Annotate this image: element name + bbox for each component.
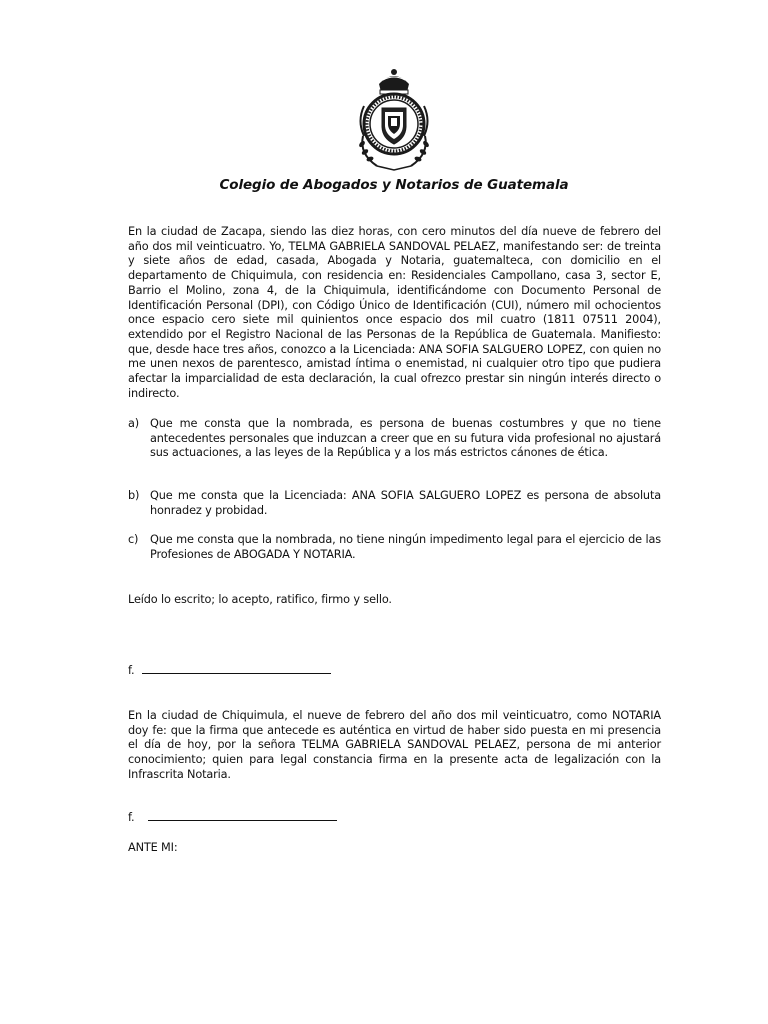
list-item (128, 417, 661, 461)
crown-icon (379, 69, 409, 94)
list-item-text: Que me consta que la nombrada, es persona de buenas costumbres y que no tiene antecedentes personales que induzcan a creer que en su futura vida profesional no ajustará sus actuaciones, a las leyes de la República y a los más estrictos cánones de ética. (150, 417, 661, 460)
list-item-label: c) (128, 533, 139, 546)
signature-underline (142, 663, 331, 674)
ante-mi-label: ANTE MI: (128, 841, 178, 854)
legalization-paragraph: En la ciudad de Chiquimula, el nueve de febrero del año dos mil veinticuatro, como NOTARIA doy fe: que la firma que antecede es auténtica en virtud de haber sido puesta en mi presencia el día de hoy, por la señora TELMA GABRIELA SANDOVAL PELAEZ, persona de mi anterior conocimiento; quien para legal constancia firma en la presente acta de legalización con la Infrascrita Notaria. (128, 709, 661, 781)
document-title: Colegio de Abogados y Notarios de Guatemala (219, 177, 569, 193)
colegio-seal-emblem (349, 66, 439, 176)
list-item-label: b) (128, 489, 140, 502)
signature-prefix: f. (128, 811, 135, 824)
signature-line-2 (128, 810, 661, 826)
declaration-paragraph: En la ciudad de Zacapa, siendo las diez horas, con cero minutos del día nueve de febrero del año dos mil veinticuatro. Yo, TELMA GABRIELA SANDOVAL PELAEZ, manifestando ser: de treinta y siete años de edad, casada, Abogada y Notaria, guatemalteca, con domicilio en el departamento de Chiquimula, con residencia en: Residenciales Campollano, casa 3, sector E, Barrio el Molino, zona 4, de la Chiquimula, identificándome con Documento Personal de Identificación Personal (DPI), con Código Único de Identificación (CUI), número mil ochocientos once espacio cero siete mil quinientos once espacio dos mil cuatro (1811 07511 2004), extendido por el Registro Nacional de las Personas de la República de Guatemala. Manifiesto: que, desde hace tres años, conozco a la Licenciada: ANA SOFIA SALGUERO LOPEZ, con quien no me unen nexos de parentesco, amistad íntima o enemistad, ni cualquier otro tipo que pudiera afectar la imparcialidad de esta declaración, la cual ofrezco prestar sin ningún interés directo o indirecto. (128, 225, 661, 400)
list-item-text: Que me consta que la Licenciada: ANA SOFIA SALGUERO LOPEZ es persona de absoluta honradez y probidad. (150, 489, 661, 517)
closing-statement: Leído lo escrito; lo acepto, ratifico, firmo y sello. (128, 593, 392, 606)
list-item-text: Que me consta que la nombrada, no tiene ningún impedimento legal para el ejercicio de las Profesiones de ABOGADA Y NOTARIA. (150, 533, 661, 561)
signature-prefix: f. (128, 664, 135, 677)
list-item (128, 489, 661, 518)
list-item (128, 533, 661, 562)
list-item-label: a) (128, 417, 140, 430)
signature-underline (148, 810, 337, 821)
signature-line-1 (128, 663, 661, 679)
